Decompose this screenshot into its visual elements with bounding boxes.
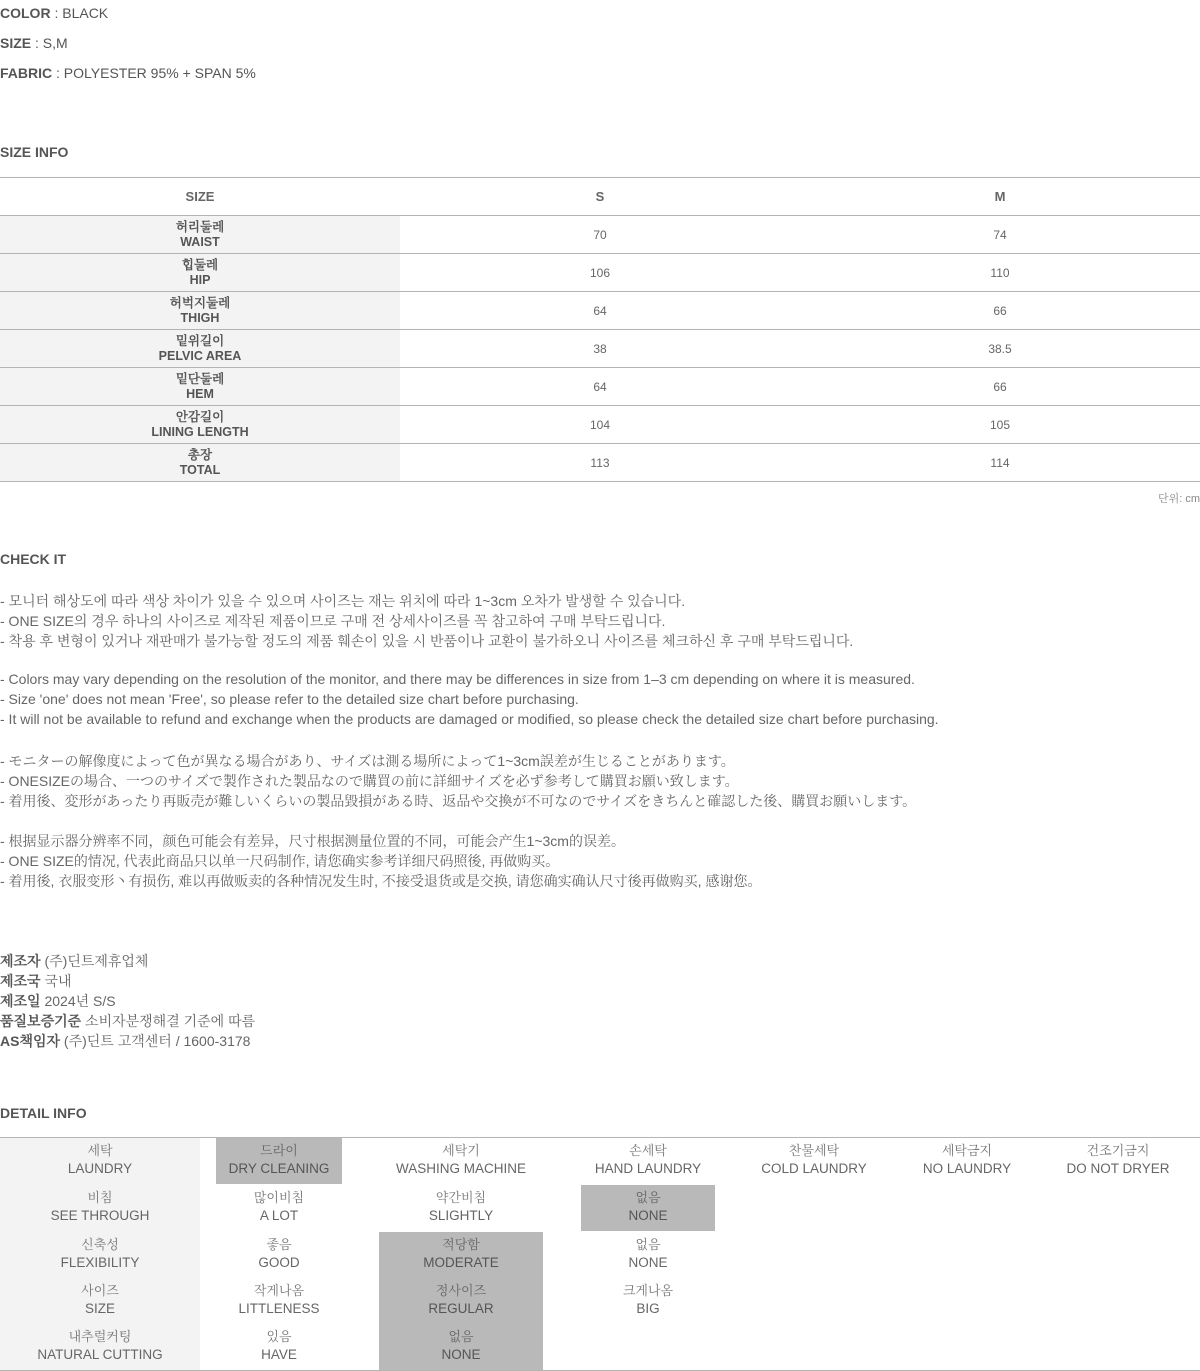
table-row bbox=[0, 292, 1200, 330]
laundry-header: 세탁 LAUNDRY bbox=[67, 1143, 133, 1176]
table-row bbox=[0, 368, 1200, 406]
check-line-ja-2: - ONESIZEの場合、一つのサイズで製作された製品なので購買の前に詳細サイズを必ず参考して購買お願い致します。 bbox=[0, 773, 739, 789]
laundry-option-no-laundry: 세탁금지 NO LAUNDRY bbox=[922, 1143, 1012, 1176]
value-s: 64 bbox=[400, 292, 800, 330]
natural-cutting-option-have: 있음 HAVE bbox=[261, 1329, 297, 1362]
fit-size-header: 사이즈 SIZE bbox=[81, 1283, 119, 1316]
laundry-option-cold-laundry: 찬물세탁 COLD LAUNDRY bbox=[761, 1143, 867, 1176]
value-m: 66 bbox=[800, 292, 1200, 330]
value-m: 110 bbox=[800, 254, 1200, 292]
check-line-en-2: - Size 'one' does not mean 'Free', so please refer to the detailed size chart before purchasing. bbox=[0, 691, 579, 707]
flexibility-header: 신축성 FLEXIBILITY bbox=[60, 1237, 140, 1270]
table-row bbox=[0, 406, 1200, 444]
flexibility-option-none: 없음 NONE bbox=[628, 1237, 668, 1270]
table-row bbox=[0, 254, 1200, 292]
maker-manufacturer: 제조자 (주)딘트제휴업체 bbox=[0, 953, 149, 969]
maker-country: 제조국 국내 bbox=[0, 973, 72, 989]
check-line-ko-2: - ONE SIZE의 경우 하나의 사이즈로 제작된 제품이므로 구매 전 상세사이즈를 꼭 참고하여 구매 부탁드립니다. bbox=[0, 613, 666, 629]
row-label: 힙둘레 HIP bbox=[0, 254, 400, 292]
fit-size-option-littleness: 작게나옴 LITTLENESS bbox=[238, 1283, 320, 1316]
size-table bbox=[0, 177, 1200, 482]
detail-info-title: DETAIL INFO bbox=[0, 1105, 87, 1121]
value-s: 38 bbox=[400, 330, 800, 368]
value-s: 70 bbox=[400, 216, 800, 254]
table-row bbox=[0, 330, 1200, 368]
row-label: 허벅지둘레 THIGH bbox=[0, 292, 400, 330]
value-s: 113 bbox=[400, 444, 800, 482]
check-line-zh-3: - 着用後, 衣服变形丶有损伤, 难以再做贩卖的各种情况发生时, 不接受退货或是交换, 请您确实确认尺寸後再做购买, 感谢您。 bbox=[0, 873, 762, 889]
maker-date: 제조일 2024년 S/S bbox=[0, 993, 116, 1009]
detail-info-grid bbox=[0, 1137, 1200, 1371]
maker-quality: 품질보증기준 소비자분쟁해결 기준에 따름 bbox=[0, 1013, 256, 1029]
fit-size-option-regular: 정사이즈 REGULAR bbox=[379, 1278, 543, 1324]
value-s: 104 bbox=[400, 406, 800, 444]
row-label: 총장 TOTAL bbox=[0, 444, 400, 482]
spec-size: SIZE : S,M bbox=[0, 35, 68, 51]
size-info-title: SIZE INFO bbox=[0, 144, 69, 160]
laundry-option-hand-laundry: 손세탁 HAND LAUNDRY bbox=[594, 1143, 702, 1176]
check-line-zh-2: - ONE SIZE的情况, 代表此商品只以单一尺码制作, 请您确实参考详细尺码照後, 再做购买。 bbox=[0, 853, 560, 869]
size-table-header bbox=[0, 178, 1200, 216]
check-line-en-3: - It will not be available to refund and exchange when the products are damaged or modified, so please check the detailed size chart before purchasing. bbox=[0, 711, 939, 727]
natural-cutting-header: 내추럴커팅 NATURAL CUTTING bbox=[37, 1329, 163, 1362]
value-m: 38.5 bbox=[800, 330, 1200, 368]
check-line-ko-3: - 착용 후 변형이 있거나 재판매가 불가능할 정도의 제품 훼손이 있을 시 반품이나 교환이 불가하오니 사이즈를 체크하신 후 구매 부탁드립니다. bbox=[0, 633, 854, 649]
value-m: 74 bbox=[800, 216, 1200, 254]
value-m: 66 bbox=[800, 368, 1200, 406]
check-line-ja-3: - 着用後、変形があったり再販売が難しいくらいの製品毀損がある時、返品や交換が不可なのでサイズをきちんと確認した後、購買お願いします。 bbox=[0, 793, 917, 809]
row-label: 허리둘레 WAIST bbox=[0, 216, 400, 254]
see-through-option-slightly: 약간비침 SLIGHTLY bbox=[428, 1190, 494, 1223]
see-through-option-none: 없음 NONE bbox=[581, 1185, 715, 1231]
spec-fabric: FABRIC : POLYESTER 95% + SPAN 5% bbox=[0, 65, 256, 81]
see-through-header: 비침 SEE THROUGH bbox=[50, 1190, 150, 1223]
natural-cutting-option-none: 없음 NONE bbox=[379, 1324, 543, 1370]
check-line-en-1: - Colors may vary depending on the resolution of the monitor, and there may be differences in size from 1–3 cm depending on where it is measured. bbox=[0, 671, 915, 687]
laundry-option-washing-machine: 세탁기 WASHING MACHINE bbox=[395, 1143, 526, 1176]
size-header-label: SIZE bbox=[0, 178, 400, 216]
fit-size-option-big: 크게나옴 BIG bbox=[622, 1283, 674, 1316]
check-line-ko-1: - 모니터 해상도에 따라 색상 차이가 있을 수 있으며 사이즈는 재는 위치에 따라 1~3cm 오차가 발생할 수 있습니다. bbox=[0, 593, 686, 609]
unit-note: 단위: cm bbox=[1157, 493, 1200, 505]
flexibility-option-moderate: 적당함 MODERATE bbox=[379, 1232, 543, 1278]
row-label: 밑단둘레 HEM bbox=[0, 368, 400, 406]
laundry-option-do-not-dryer: 건조기금지 DO NOT DRYER bbox=[1066, 1143, 1170, 1176]
size-header-s: S bbox=[400, 178, 800, 216]
table-row bbox=[0, 444, 1200, 482]
size-header-m: M bbox=[800, 178, 1200, 216]
row-label: 안감길이 LINING LENGTH bbox=[0, 406, 400, 444]
value-m: 114 bbox=[800, 444, 1200, 482]
value-s: 64 bbox=[400, 368, 800, 406]
see-through-option-a-lot: 많이비침 A LOT bbox=[253, 1190, 305, 1223]
spec-color: COLOR : BLACK bbox=[0, 5, 109, 21]
table-row bbox=[0, 216, 1200, 254]
maker-as: AS책임자 (주)딘트 고객센터 / 1600-3178 bbox=[0, 1033, 251, 1049]
check-it-title: CHECK IT bbox=[0, 551, 67, 567]
check-line-zh-1: - 根据显示器分辨率不同，颜色可能会有差异，尺寸根据测量位置的不同，可能会产生1~3cm的误差。 bbox=[0, 833, 625, 849]
laundry-option-dry-cleaning: 드라이 DRY CLEANING bbox=[216, 1138, 342, 1184]
flexibility-option-good: 좋음 GOOD bbox=[258, 1237, 300, 1270]
value-m: 105 bbox=[800, 406, 1200, 444]
value-s: 106 bbox=[400, 254, 800, 292]
check-line-ja-1: - モニターの解像度によって色が異なる場合があり、サイズは測る場所によって1~3cm誤差が生じることがあります。 bbox=[0, 753, 735, 769]
row-label: 밑위길이 PELVIC AREA bbox=[0, 330, 400, 368]
